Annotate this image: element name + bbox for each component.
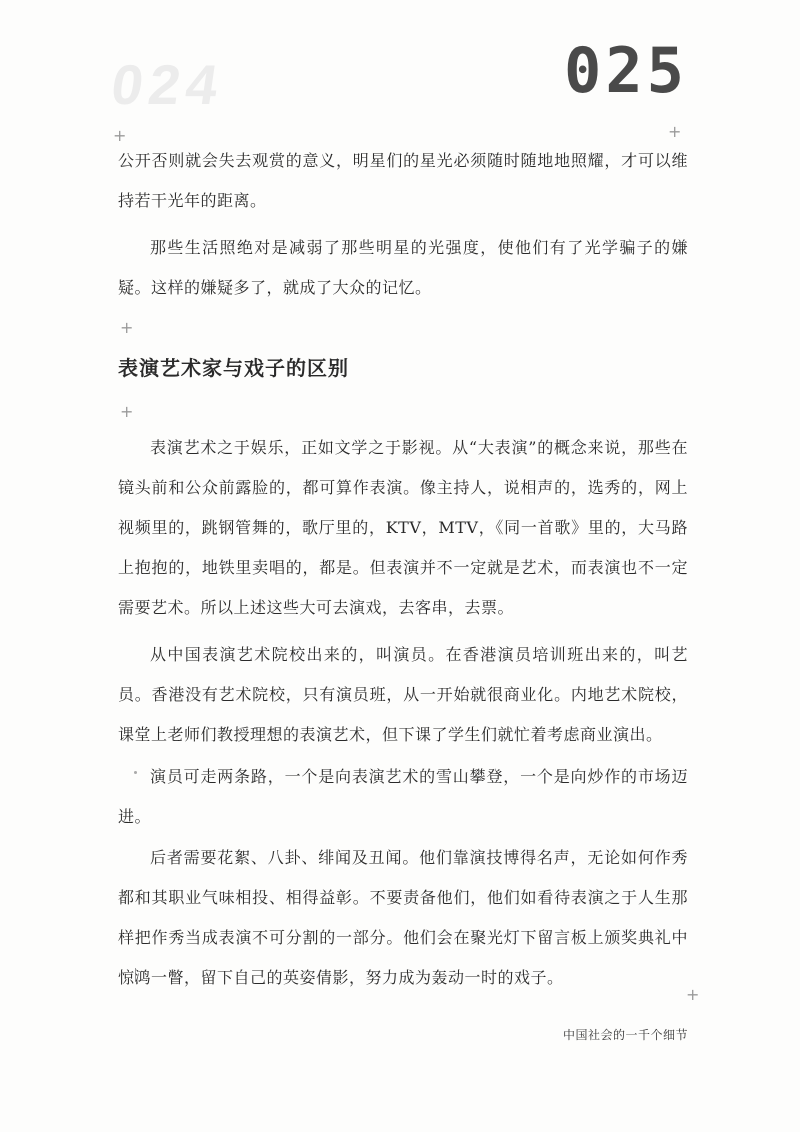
- page-number: 025: [564, 34, 688, 107]
- crop-mark-icon: +: [120, 318, 134, 337]
- paragraph: 表演艺术之于娱乐，正如文学之于影视。从“大表演”的概念来说，那些在镜头前和公众前露脸的，都可算作表演。像主持人，说相声的，选秀的，网上视频里的，跳钢管舞的，歌厅里的，KTV，MTV，《同一首歌》里的，大马路上抱抱的，地铁里卖唱的，都是。但表演并不一定就是艺术，而表演也不一定需要艺术。所以上述这些大可去演戏，去客串，去票。: [118, 438, 688, 617]
- paragraph: 演员可走两条路，一个是向表演艺术的雪山攀登，一个是向炒作的市场迈进。: [118, 767, 688, 826]
- paragraph: 后者需要花絮、八卦、绯闻及丑闻。他们靠演技博得名声，无论如何作秀都和其职业气味相投、相得益彰。不要责备他们，他们如看待表演之于人生那样把作秀当成表演不可分割的一部分。他们会在聚光灯下留言板上颁奖典礼中惊鸿一瞥，留下自己的英姿倩影，努力成为轰动一时的戏子。: [118, 848, 688, 987]
- paragraph: 公开否则就会失去观赏的意义，明星们的星光必须随时随地地照耀，才可以维持若干光年的距离。: [118, 151, 688, 210]
- section-title: 表演艺术家与戏子的区别: [118, 356, 349, 380]
- crop-mark-icon: +: [668, 122, 682, 141]
- ghost-page-number: 024: [107, 53, 228, 116]
- paragraph: 从中国表演艺术院校出来的，叫演员。在香港演员培训班出来的，叫艺员。香港没有艺术院校，只有演员班，从一开始就很商业化。内地艺术院校，课堂上老师们教授理想的表演艺术，但下课了学生们就忙着考虑商业演出。: [118, 645, 688, 744]
- crop-mark-icon: +: [113, 126, 127, 145]
- paragraph: 那些生活照绝对是减弱了那些明星的光强度，使他们有了光学骗子的嫌疑。这样的嫌疑多了，就成了大众的记忆。: [118, 238, 688, 297]
- crop-mark-icon: +: [686, 985, 700, 1004]
- crop-mark-icon: +: [120, 402, 134, 421]
- running-footer: 中国社会的一千个细节: [562, 1028, 688, 1042]
